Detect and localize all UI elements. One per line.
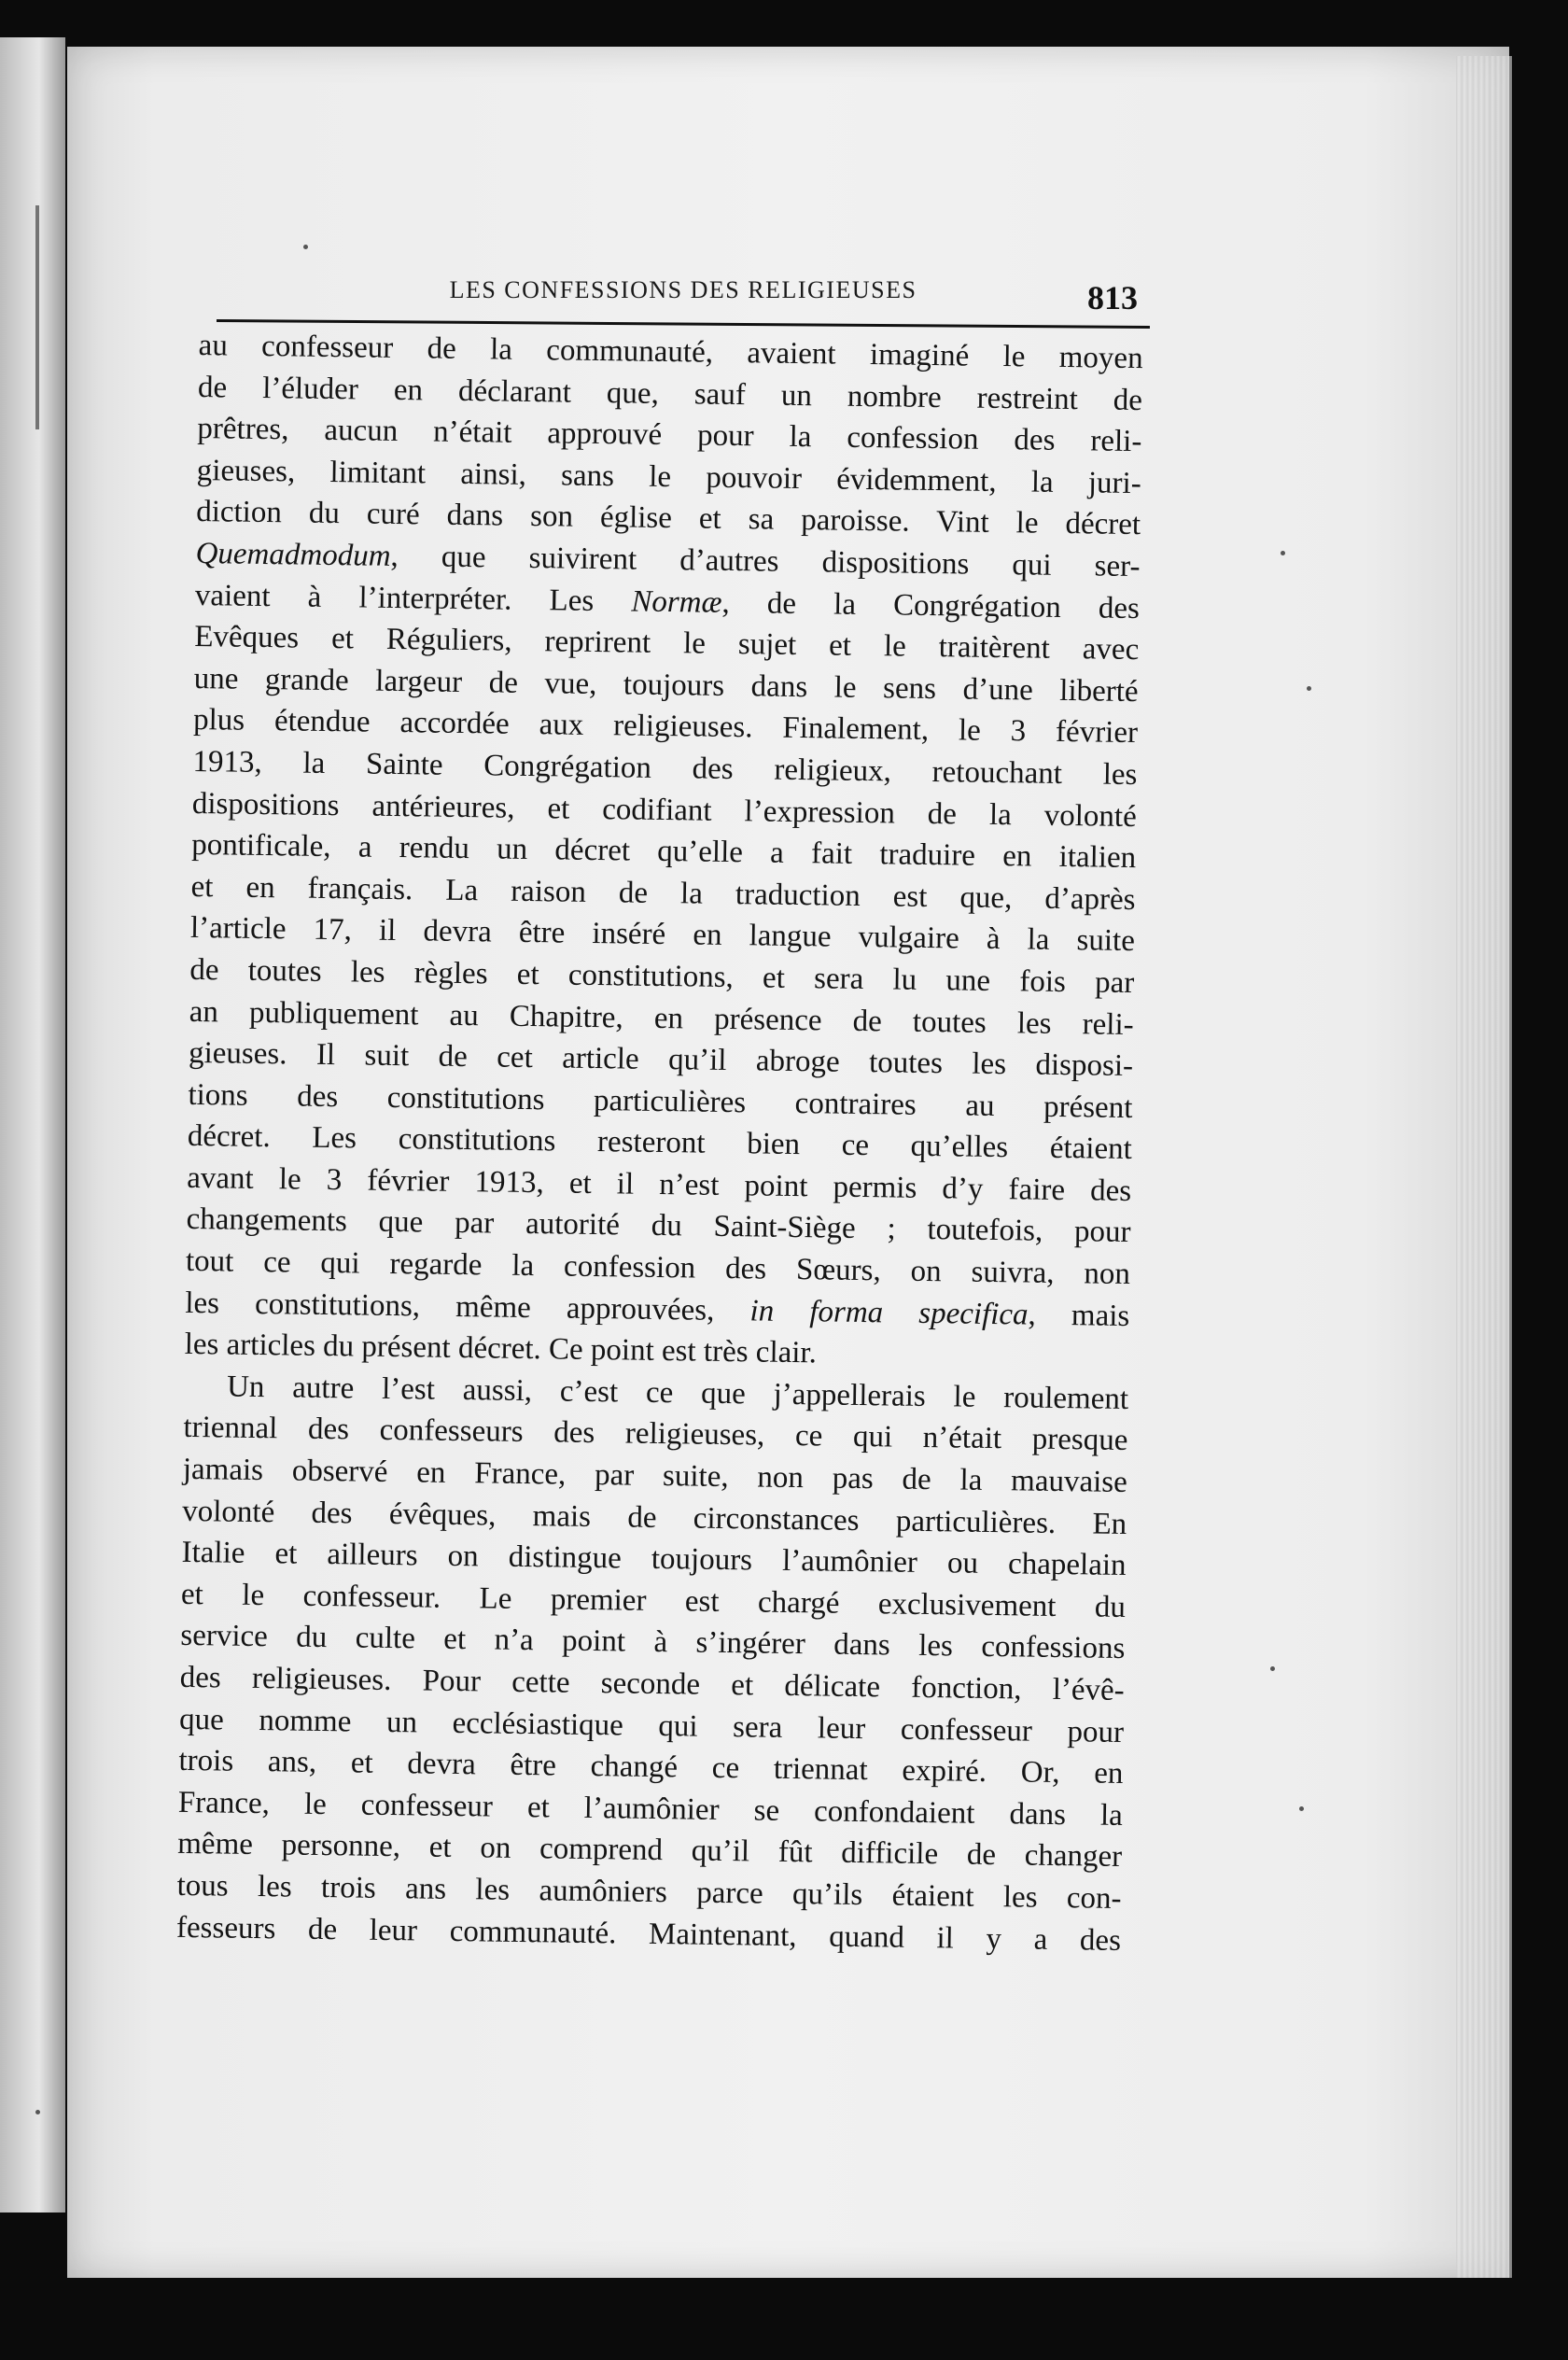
text-line: même personne, et on comprend qu’il fût difficile de changer [177, 1827, 1123, 1875]
running-header [217, 271, 1150, 316]
text-line: Un autre l’est aussi, c’est ce que j’appellerais le roulement [226, 1370, 1129, 1416]
text-line: service du culte et n’a point à s’ingérer dans les confessions [180, 1619, 1126, 1666]
text-line: tions des constitutions particulières contraires au présent [188, 1077, 1133, 1125]
text-line: avant le 3 février 1913, et il n’est point permis d’y faire des [186, 1160, 1132, 1208]
scan-speck [1307, 686, 1311, 691]
text-line: diction du curé dans son église et sa paroisse. Vint le décret [195, 495, 1141, 542]
text-line: et le confesseur. Le premier est chargé exclusivement du [180, 1577, 1127, 1624]
text-line: triennal des confesseurs des religieuses, ce qui n’était presque [183, 1411, 1128, 1458]
text-line: prêtres, aucun n’était approuvé pour la confession des reli- [197, 412, 1142, 459]
text-line: des religieuses. Pour cette seconde et délicate fonction, l’évê- [179, 1660, 1125, 1707]
text-line: au confesseur de la communauté, avaient imaginé le moyen [198, 328, 1143, 376]
page-number: 813 [1087, 279, 1138, 316]
text-line: 1913, la Sainte Congrégation des religieux, retouchant les [192, 744, 1138, 793]
text-line: jamais observé en France, par suite, non pas de la mauvaise [182, 1452, 1128, 1500]
text-line: dispositions antérieures, et codifiant l’expression de la volonté [191, 786, 1137, 834]
text-line: de toutes les règles et constitutions, et sera lu une fois par [189, 952, 1135, 1000]
text-line: que nomme un ecclésiastique qui sera leur confesseur pour [178, 1702, 1125, 1749]
text-line: gieuses. Il suit de cet article qu’il abroge toutes les disposi- [188, 1036, 1134, 1084]
text-line: une grande largeur de vue, toujours dans le sens d’une liberté [193, 661, 1139, 709]
text-line: fesseurs de leur communauté. Maintenant, quand il y a des [175, 1910, 1122, 1958]
text-line: France, le confesseur et l’aumônier se confondaient dans la [177, 1785, 1124, 1833]
left-page-ink-mark [35, 205, 39, 429]
page-stack-edge [1456, 56, 1512, 2278]
scan-speck [35, 2110, 40, 2114]
text-line: Italie et ailleurs on distingue toujours l’aumônier ou chapelain [181, 1536, 1127, 1583]
text-line: an publiquement au Chapitre, en présence de toutes les reli- [189, 994, 1134, 1042]
text-line: Quemadmodum, que suivirent d’autres dispositions qui ser- [195, 536, 1141, 584]
text-line: gieuses, limitant ainsi, sans le pouvoir évidemment, la juri- [196, 453, 1141, 500]
text-line: l’article 17, il devra être inséré en langue vulgaire à la suite [189, 911, 1136, 959]
text-line: les articles du présent décret. Ce point est très clair. [184, 1328, 818, 1370]
text-line: tout ce qui regarde la confession des Sœurs, on suivra, non [185, 1243, 1131, 1292]
text-line: les constitutions, même approuvées, in forma specifica, mais [185, 1285, 1130, 1333]
text-line: décret. Les constitutions resteront bien ce qu’elles étaient [187, 1119, 1133, 1167]
text-line: tous les trois ans les aumôniers parce qu’ils étaient les con- [176, 1868, 1122, 1916]
text-line: et en français. La raison de la traduction est que, d’après [190, 869, 1136, 917]
text-line: plus étendue accordée aux religieuses. Finalement, le 3 février [192, 703, 1139, 751]
body-text [176, 325, 1143, 1961]
scan-speck [1270, 1666, 1275, 1671]
text-line: pontificale, a rendu un décret qu’elle a fait traduire en italien [190, 828, 1137, 876]
text-line: changements que par autorité du Saint-Siège ; toutefois, pour [186, 1202, 1131, 1250]
left-page-edge [0, 37, 65, 2212]
scan-speck [303, 245, 308, 249]
text-line: de l’éluder en déclarant que, sauf un nombre restreint de [197, 370, 1143, 417]
text-line: Evêques et Réguliers, reprirent le sujet et le traitèrent avec [194, 620, 1140, 667]
scan-speck [1299, 1806, 1304, 1811]
text-line: trois ans, et devra être changé ce triennat expiré. Or, en [178, 1744, 1124, 1791]
text-line: vaient à l’interpréter. Les Normæ, de la Congrégation des [194, 578, 1141, 625]
text-line: volonté des évêques, mais de circonstances particulières. En [182, 1494, 1127, 1541]
running-title: LES CONFESSIONS DES RELIGIEUSES [449, 276, 917, 303]
scan-speck [1281, 551, 1285, 555]
